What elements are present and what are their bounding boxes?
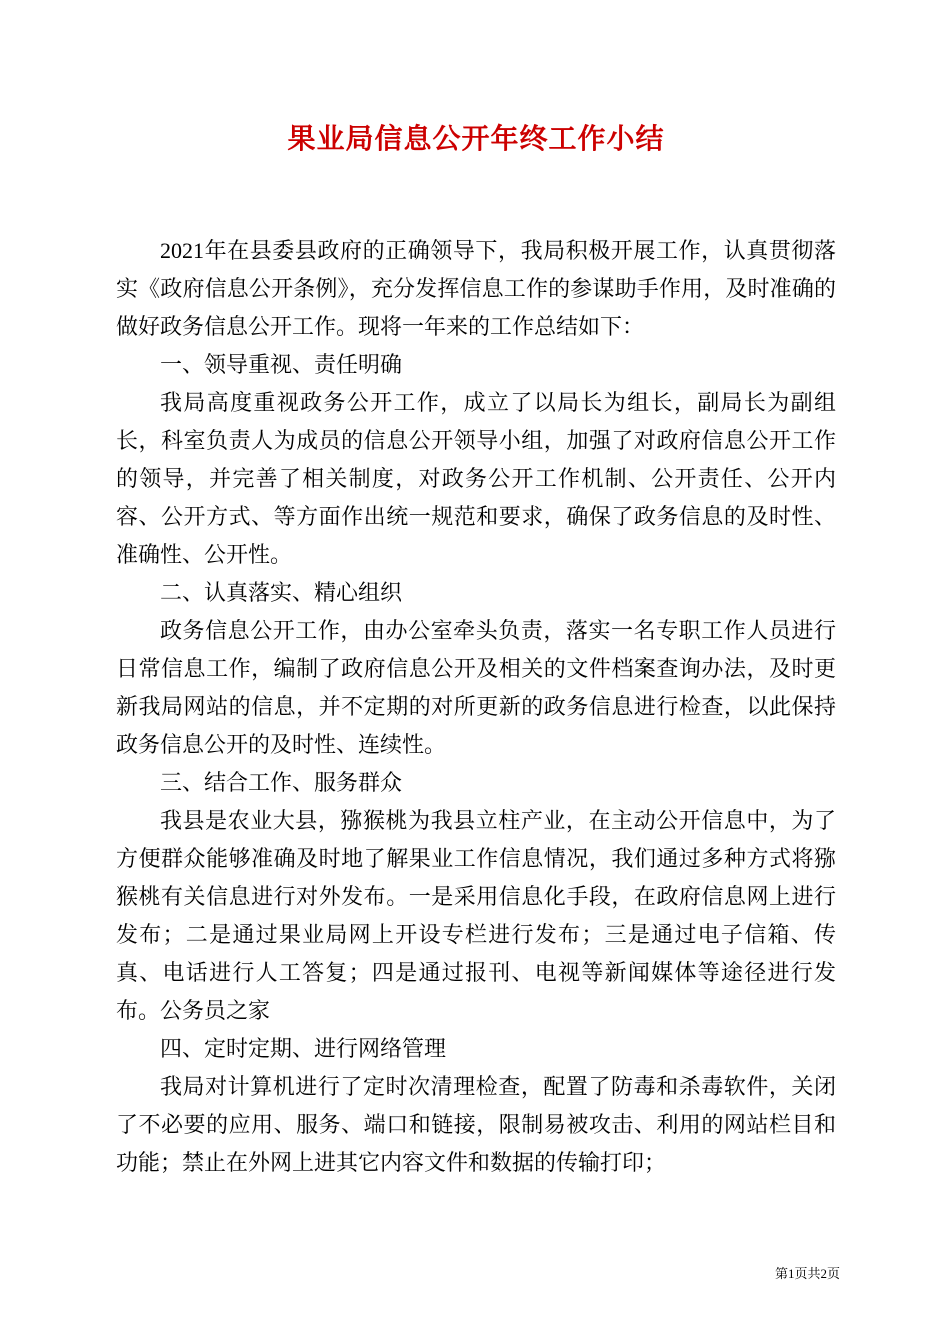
page-number-label: 第1页共2页 bbox=[774, 1266, 840, 1281]
section-1-body: 我局高度重视政务公开工作，成立了以局长为组长，副局长为副组长，科室负责人为成员的信息公开领导小组，加强了对政府信息公开工作的领导，并完善了相关制度，对政务公开工作机制、公开责任、公开内容、公开方式、等方面作出统一规范和要求，确保了政务信息的及时性、准确性、公开性。 bbox=[116, 390, 836, 567]
paragraph-intro: 2021年在县委县政府的正确领导下，我局积极开展工作，认真贯彻落实《政府信息公开条例》，充分发挥信息工作的参谋助手作用，及时准确的做好政务信息公开工作。现将一年来的工作总结如下： bbox=[116, 238, 836, 339]
document-title: 果业局信息公开年终工作小结 bbox=[287, 124, 665, 155]
section-3-body: 我县是农业大县，猕猴桃为我县立柱产业，在主动公开信息中，为了方便群众能够准确及时地了解果业工作信息情况，我们通过多种方式将猕猴桃有关信息进行对外发布。一是采用信息化手段，在政府信息网上进行发布；二是通过果业局网上开设专栏进行发布；三是通过电子信箱、传真、电话进行人工答复；四是通过报刊、电视等新闻媒体等途径进行发布。公务员之家 bbox=[116, 808, 836, 1023]
section-heading-3: 三、结合工作、服务群众 bbox=[160, 770, 403, 795]
section-heading-4: 四、定时定期、进行网络管理 bbox=[160, 1036, 447, 1061]
section-heading-2: 二、认真落实、精心组织 bbox=[160, 580, 403, 605]
section-heading-1: 一、领导重视、责任明确 bbox=[160, 352, 403, 377]
section-4-body: 我局对计算机进行了定时次清理检查，配置了防毒和杀毒软件，关闭了不必要的应用、服务、端口和链接，限制易被攻击、利用的网站栏目和功能；禁止在外网上进其它内容文件和数据的传输打印； bbox=[116, 1074, 836, 1175]
section-2-body: 政务信息公开工作，由办公室牵头负责，落实一名专职工作人员进行日常信息工作，编制了政府信息公开及相关的文件档案查询办法，及时更新我局网站的信息，并不定期的对所更新的政务信息进行检查，以此保持政务信息公开的及时性、连续性。 bbox=[116, 618, 836, 757]
